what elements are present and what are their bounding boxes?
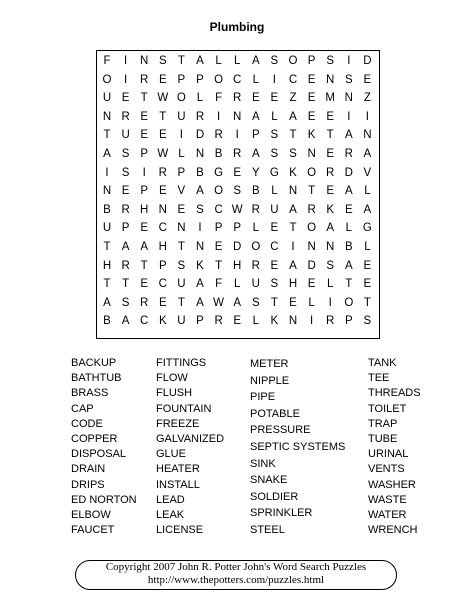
grid-letter[interactable]: R xyxy=(140,296,149,309)
grid-letter[interactable]: T xyxy=(326,129,334,142)
grid-letter[interactable]: A xyxy=(251,110,260,123)
grid-letter[interactable]: S xyxy=(196,203,204,216)
word-list-item: ED NORTON xyxy=(71,493,137,506)
grid-letter[interactable]: P xyxy=(177,73,186,86)
word-list-item: TRAP xyxy=(368,417,398,430)
grid-letter[interactable]: L xyxy=(345,222,352,235)
grid-letter[interactable]: A xyxy=(121,241,130,253)
grid-letter[interactable]: E xyxy=(121,92,130,105)
grid-letter[interactable]: N xyxy=(195,148,205,160)
word-list-item: GALVANIZED xyxy=(156,432,225,445)
grid-letter[interactable]: R xyxy=(140,73,149,86)
grid-letter[interactable]: N xyxy=(102,185,112,198)
grid-letter[interactable]: S xyxy=(270,148,279,160)
grid-letter[interactable]: N xyxy=(344,92,353,105)
grid-letter[interactable]: A xyxy=(233,296,242,309)
grid-letter[interactable]: T xyxy=(140,92,148,105)
grid-letter[interactable]: K xyxy=(289,166,297,179)
grid-letter[interactable]: N xyxy=(288,185,298,198)
grid-letter[interactable]: G xyxy=(214,166,224,179)
grid-letter[interactable]: R xyxy=(344,148,353,160)
grid-letter[interactable]: Y xyxy=(251,166,260,179)
word-list-item: LEAK xyxy=(156,508,185,521)
grid-letter[interactable]: P xyxy=(233,222,242,235)
grid-letter[interactable]: I xyxy=(142,166,146,179)
word-list-item: FOUNTAIN xyxy=(156,402,212,415)
grid-letter[interactable]: S xyxy=(344,73,353,86)
grid-letter[interactable]: E xyxy=(307,92,316,105)
grid-letter[interactable]: T xyxy=(103,129,111,142)
grid-letter[interactable]: N xyxy=(140,55,149,67)
word-list-item: TEE xyxy=(368,372,390,385)
grid-letter[interactable]: E xyxy=(326,148,335,160)
grid-letter[interactable]: O xyxy=(307,166,317,179)
grid-letter[interactable]: P xyxy=(196,315,204,328)
grid-letter[interactable]: R xyxy=(214,129,223,142)
grid-letter[interactable]: W xyxy=(157,92,169,105)
grid-letter[interactable]: S xyxy=(121,166,130,179)
grid-letter[interactable]: L xyxy=(364,185,371,198)
word-list-item: CODE xyxy=(71,417,103,430)
grid-letter[interactable]: Z xyxy=(289,92,297,105)
grid-letter[interactable]: T xyxy=(363,296,371,309)
grid-letter[interactable]: E xyxy=(158,73,167,86)
grid-letter[interactable]: L xyxy=(271,185,278,198)
word-list-item: TOILET xyxy=(368,402,407,415)
grid-letter[interactable]: K xyxy=(270,315,279,328)
grid-letter[interactable]: E xyxy=(158,129,167,142)
grid-letter[interactable]: A xyxy=(344,129,353,142)
word-list-item: POTABLE xyxy=(250,407,300,420)
word-list-item: METER xyxy=(250,358,289,370)
word-list-item: SOLDIER xyxy=(250,490,299,503)
grid-letter[interactable]: A xyxy=(196,296,204,309)
grid-letter[interactable]: T xyxy=(289,129,297,142)
grid-letter[interactable]: T xyxy=(177,241,185,253)
grid-letter[interactable]: L xyxy=(252,222,259,235)
grid-letter[interactable]: O xyxy=(344,296,354,309)
grid-letter[interactable]: D xyxy=(344,166,353,179)
grid-letter[interactable]: U xyxy=(102,222,112,235)
grid-letter[interactable]: W xyxy=(157,148,169,160)
word-list-item: DRAIN xyxy=(71,463,106,476)
grid-letter[interactable]: V xyxy=(177,185,186,198)
word-list-item: WASTE xyxy=(368,493,407,506)
grid-letter[interactable]: T xyxy=(177,296,185,309)
grid-letter[interactable]: I xyxy=(291,241,295,253)
grid-letter[interactable]: I xyxy=(365,110,369,123)
grid-letter[interactable]: I xyxy=(272,73,276,86)
grid-letter[interactable]: U xyxy=(270,203,279,216)
grid-letter[interactable]: W xyxy=(231,203,243,216)
grid-letter[interactable]: A xyxy=(289,203,297,216)
grid-letter[interactable]: L xyxy=(252,73,259,86)
grid-letter[interactable]: V xyxy=(363,166,372,179)
grid-letter[interactable]: S xyxy=(289,148,297,160)
word-list-item: CAP xyxy=(71,402,94,415)
word-column-1 xyxy=(71,356,137,538)
grid-letter[interactable]: A xyxy=(326,222,335,235)
grid-letter[interactable]: A xyxy=(251,148,260,160)
grid-letter[interactable]: E xyxy=(251,92,260,105)
grid-letter[interactable]: R xyxy=(233,148,242,160)
grid-letter[interactable]: O xyxy=(288,55,298,67)
grid-letter[interactable]: E xyxy=(233,166,242,179)
grid-letter[interactable]: L xyxy=(233,55,241,67)
puzzle-title: Plumbing xyxy=(209,20,265,34)
grid-letter[interactable]: L xyxy=(215,55,222,67)
grid-letter[interactable]: T xyxy=(308,185,316,198)
grid-letter[interactable]: E xyxy=(121,185,130,198)
grid-letter[interactable]: N xyxy=(307,241,316,253)
grid-letter[interactable]: S xyxy=(363,315,372,328)
grid-letter[interactable]: K xyxy=(158,315,167,328)
word-list-item: LICENSE xyxy=(156,524,204,537)
word-list-item: SNAKE xyxy=(250,474,288,487)
grid-letter[interactable]: C xyxy=(288,73,298,86)
word-list-item: THREADS xyxy=(368,387,421,400)
grid-letter[interactable]: T xyxy=(345,278,353,291)
grid-letter[interactable]: A xyxy=(140,241,149,253)
grid-letter[interactable]: B xyxy=(103,203,111,216)
grid-letter[interactable]: T xyxy=(289,222,297,235)
grid-letter[interactable]: O xyxy=(307,222,317,235)
grid-letter[interactable]: E xyxy=(140,129,149,142)
word-list-item: TUBE xyxy=(368,432,398,445)
grid-letter[interactable]: I xyxy=(123,55,128,67)
grid-letter[interactable]: T xyxy=(140,259,148,272)
grid-letter[interactable]: P xyxy=(307,55,316,67)
grid-letter[interactable]: S xyxy=(158,55,167,67)
grid-letter[interactable]: C xyxy=(270,241,279,253)
grid-letter[interactable]: P xyxy=(196,73,204,86)
grid-letter[interactable]: P xyxy=(158,259,167,272)
grid-letter[interactable]: E xyxy=(140,222,149,235)
grid-letter[interactable]: C xyxy=(140,315,149,328)
grid-letter[interactable]: A xyxy=(363,203,372,216)
grid-letter[interactable]: S xyxy=(270,129,279,142)
grid-letter[interactable]: T xyxy=(122,278,130,291)
grid-letter[interactable]: F xyxy=(215,278,223,291)
grid-letter[interactable]: O xyxy=(214,185,224,198)
grid-letter[interactable]: R xyxy=(251,203,260,216)
word-list-item: VENTS xyxy=(368,463,405,476)
copyright-text: Copyright 2007 John R. Potter John's Word Search Puzzles xyxy=(105,561,367,573)
word-list-item: COPPER xyxy=(71,432,118,445)
grid-letter[interactable]: C xyxy=(214,203,223,216)
grid-letter[interactable]: H xyxy=(288,278,298,291)
grid-letter[interactable]: N xyxy=(177,222,186,235)
word-list-item: WRENCH xyxy=(368,524,418,537)
grid-letter[interactable]: N xyxy=(288,315,298,328)
grid-letter[interactable]: E xyxy=(158,185,167,198)
grid-letter[interactable]: E xyxy=(270,222,279,235)
grid-letter[interactable]: K xyxy=(196,259,204,272)
grid-letter[interactable]: P xyxy=(140,148,149,160)
grid-letter[interactable]: I xyxy=(216,110,221,123)
grid-letter[interactable]: L xyxy=(308,296,315,309)
grid-letter[interactable]: H xyxy=(102,259,112,272)
grid-letter[interactable]: P xyxy=(140,185,149,198)
grid-letter[interactable]: B xyxy=(103,315,111,328)
grid-letter[interactable]: A xyxy=(363,148,372,160)
grid-letter[interactable]: L xyxy=(178,148,185,160)
grid-letter[interactable]: R xyxy=(307,203,316,216)
grid-letter[interactable]: R xyxy=(326,315,335,328)
word-list-item: FLOW xyxy=(156,372,188,385)
grid-letter[interactable]: K xyxy=(326,203,335,216)
grid-letter[interactable]: C xyxy=(158,278,167,291)
grid-letter[interactable]: C xyxy=(158,222,167,235)
grid-letter[interactable]: N xyxy=(326,241,335,253)
word-list-item: FLUSH xyxy=(156,387,193,400)
grid-letter[interactable]: K xyxy=(307,129,316,142)
grid-letter[interactable]: A xyxy=(196,185,204,198)
grid-letter[interactable]: O xyxy=(102,73,112,86)
grid-letter[interactable]: F xyxy=(215,92,223,105)
word-column-4 xyxy=(368,356,421,538)
grid-letter[interactable]: I xyxy=(347,110,351,123)
word-list-item: GLUE xyxy=(156,448,186,461)
grid-letter[interactable]: A xyxy=(103,148,111,160)
grid-letter[interactable]: B xyxy=(214,148,223,160)
grid-letter[interactable]: T xyxy=(215,259,223,272)
grid-letter[interactable]: E xyxy=(140,278,149,291)
grid-letter[interactable]: U xyxy=(177,315,186,328)
grid-letter[interactable]: I xyxy=(105,166,109,179)
grid-letter[interactable]: A xyxy=(121,315,130,328)
grid-letter[interactable]: I xyxy=(328,296,332,309)
word-list-item: BACKUP xyxy=(71,357,117,369)
grid-letter[interactable]: D xyxy=(363,55,372,67)
grid-letter[interactable]: I xyxy=(123,73,128,86)
word-list-item: WATER xyxy=(368,508,407,521)
grid-letter[interactable]: S xyxy=(121,148,130,160)
grid-letter[interactable]: R xyxy=(158,166,167,179)
letter-grid xyxy=(96,50,380,339)
grid-letter[interactable]: N xyxy=(363,129,372,142)
grid-letter[interactable]: E xyxy=(363,73,372,86)
grid-letter[interactable]: A xyxy=(196,55,204,67)
grid-letter[interactable]: T xyxy=(270,296,278,309)
word-list-item: DISPOSAL xyxy=(71,448,127,461)
grid-letter[interactable]: T xyxy=(103,241,111,253)
grid-letter[interactable]: E xyxy=(233,315,242,328)
grid-letter[interactable]: L xyxy=(326,278,334,291)
grid-letter[interactable]: L xyxy=(271,110,278,123)
grid-letter[interactable]: U xyxy=(177,110,186,123)
grid-letter[interactable]: E xyxy=(158,296,167,309)
word-list-item: PRESSURE xyxy=(250,424,311,437)
grid-letter[interactable]: G xyxy=(362,222,372,235)
grid-letter[interactable]: U xyxy=(121,129,130,142)
copyright-footer xyxy=(75,560,397,590)
grid-letter[interactable]: S xyxy=(251,296,260,309)
grid-letter[interactable]: R xyxy=(195,110,205,123)
grid-letter[interactable]: E xyxy=(270,92,279,105)
word-column-2 xyxy=(156,356,224,538)
grid-letter[interactable]: G xyxy=(269,166,279,179)
grid-letter[interactable]: C xyxy=(233,73,242,86)
word-list-item: INSTALL xyxy=(156,478,200,491)
grid-letter[interactable]: A xyxy=(289,259,297,272)
grid-letter[interactable]: I xyxy=(309,315,314,328)
grid-letter[interactable]: O xyxy=(251,241,261,253)
word-list-item: LEAD xyxy=(156,493,185,506)
grid-letter[interactable]: A xyxy=(344,185,353,198)
grid-letter[interactable]: R xyxy=(214,315,223,328)
grid-letter[interactable]: T xyxy=(159,110,167,123)
website-url[interactable]: http://www.thepotters.com/puzzles.html xyxy=(147,574,325,586)
grid-letter[interactable]: R xyxy=(326,166,335,179)
word-list-item: DRIPS xyxy=(71,478,105,491)
grid-letter[interactable]: N xyxy=(158,203,167,216)
grid-letter[interactable]: E xyxy=(307,278,316,291)
grid-letter[interactable]: E xyxy=(214,241,223,253)
grid-letter[interactable]: E xyxy=(307,73,316,86)
grid-letter[interactable]: E xyxy=(270,259,279,272)
word-list-item: FAUCET xyxy=(71,524,115,537)
grid-letter[interactable]: E xyxy=(140,110,149,123)
grid-letter[interactable]: L xyxy=(252,315,259,328)
grid-letter[interactable]: E xyxy=(289,296,297,309)
grid-letter[interactable]: E xyxy=(326,110,335,123)
grid-letter[interactable]: S xyxy=(326,55,335,67)
grid-letter[interactable]: S xyxy=(233,185,242,198)
grid-letter[interactable]: L xyxy=(196,92,204,105)
grid-letter[interactable]: R xyxy=(251,259,260,272)
grid-letter[interactable]: O xyxy=(214,73,224,86)
word-list-item: NIPPLE xyxy=(250,374,290,387)
grid-letter[interactable]: R xyxy=(121,259,130,272)
grid-letter[interactable]: B xyxy=(251,185,260,198)
grid-letter[interactable]: S xyxy=(270,55,279,67)
grid-letter[interactable]: L xyxy=(233,278,241,291)
word-list-item: FREEZE xyxy=(156,417,200,430)
word-list-item: URINAL xyxy=(368,448,409,461)
grid-letter[interactable]: S xyxy=(326,259,335,272)
grid-letter[interactable]: Z xyxy=(363,92,371,105)
grid-letter[interactable]: P xyxy=(214,222,223,235)
grid-letter[interactable]: I xyxy=(235,129,239,142)
word-list-item: TANK xyxy=(368,357,397,369)
grid-letter[interactable]: N xyxy=(326,73,335,86)
grid-letter[interactable]: D xyxy=(195,129,205,142)
grid-letter[interactable]: E xyxy=(344,203,353,216)
grid-letter[interactable]: F xyxy=(103,55,111,67)
grid-letter[interactable]: U xyxy=(251,278,260,291)
grid-letter[interactable]: N xyxy=(233,110,242,123)
grid-letter[interactable]: W xyxy=(213,296,225,309)
grid-letter[interactable]: H xyxy=(158,241,167,253)
grid-letter[interactable]: T xyxy=(103,278,111,291)
word-list-item: BATHTUB xyxy=(71,372,122,385)
grid-letter[interactable]: S xyxy=(270,278,279,291)
grid-letter[interactable]: B xyxy=(196,166,204,179)
grid-letter[interactable]: S xyxy=(121,296,130,309)
grid-letter[interactable]: U xyxy=(102,92,112,105)
grid-letter[interactable]: A xyxy=(344,259,353,272)
word-list-item: BRASS xyxy=(71,387,109,400)
grid-letter[interactable]: D xyxy=(233,241,242,253)
grid-letter[interactable]: A xyxy=(103,296,111,309)
grid-letter[interactable]: P xyxy=(177,166,186,179)
grid-letter[interactable]: N xyxy=(307,148,316,160)
word-list-item: SEPTIC SYSTEMS xyxy=(250,440,346,453)
grid-letter[interactable]: N xyxy=(102,110,112,123)
grid-letter[interactable]: R xyxy=(121,203,130,216)
word-list-item: WASHER xyxy=(368,478,416,491)
grid-letter[interactable]: E xyxy=(177,203,186,216)
grid-letter[interactable]: R xyxy=(233,92,242,105)
word-list-item: ELBOW xyxy=(71,508,111,521)
grid-letter[interactable]: A xyxy=(251,55,260,67)
grid-letter[interactable]: I xyxy=(347,55,351,67)
grid-letter[interactable]: P xyxy=(344,315,353,328)
grid-letter[interactable]: E xyxy=(307,110,316,123)
word-list-item: PIPE xyxy=(250,391,276,404)
grid-letter[interactable]: E xyxy=(326,185,335,198)
word-column-3 xyxy=(250,356,345,539)
grid-letter[interactable]: T xyxy=(177,55,185,67)
word-list-item: HEATER xyxy=(156,463,200,476)
grid-letter[interactable]: L xyxy=(364,241,371,253)
grid-letter[interactable]: I xyxy=(198,222,202,235)
grid-letter[interactable]: S xyxy=(177,259,186,272)
grid-letter[interactable]: I xyxy=(179,129,183,142)
grid-letter[interactable]: N xyxy=(195,241,205,253)
grid-letter[interactable]: B xyxy=(344,241,353,253)
grid-letter[interactable]: O xyxy=(176,92,186,105)
word-list-item: SINK xyxy=(250,457,276,470)
grid-letter[interactable]: P xyxy=(251,129,260,142)
word-list-item: STEEL xyxy=(250,523,285,536)
grid-letter[interactable]: H xyxy=(140,203,149,216)
word-list-item: FITTINGS xyxy=(156,357,207,369)
word-list-item: SPRINKLER xyxy=(250,507,313,520)
grid-letter[interactable]: H xyxy=(233,259,242,272)
grid-letter[interactable]: A xyxy=(196,278,204,291)
grid-letter[interactable]: E xyxy=(363,278,372,291)
grid-letter[interactable]: R xyxy=(121,110,130,123)
grid-letter[interactable]: A xyxy=(289,110,297,123)
grid-letter[interactable]: M xyxy=(325,92,335,105)
grid-letter[interactable]: U xyxy=(177,278,186,291)
grid-letter[interactable]: P xyxy=(121,222,130,235)
grid-letter[interactable]: E xyxy=(363,259,372,272)
grid-letter[interactable]: D xyxy=(307,259,316,272)
